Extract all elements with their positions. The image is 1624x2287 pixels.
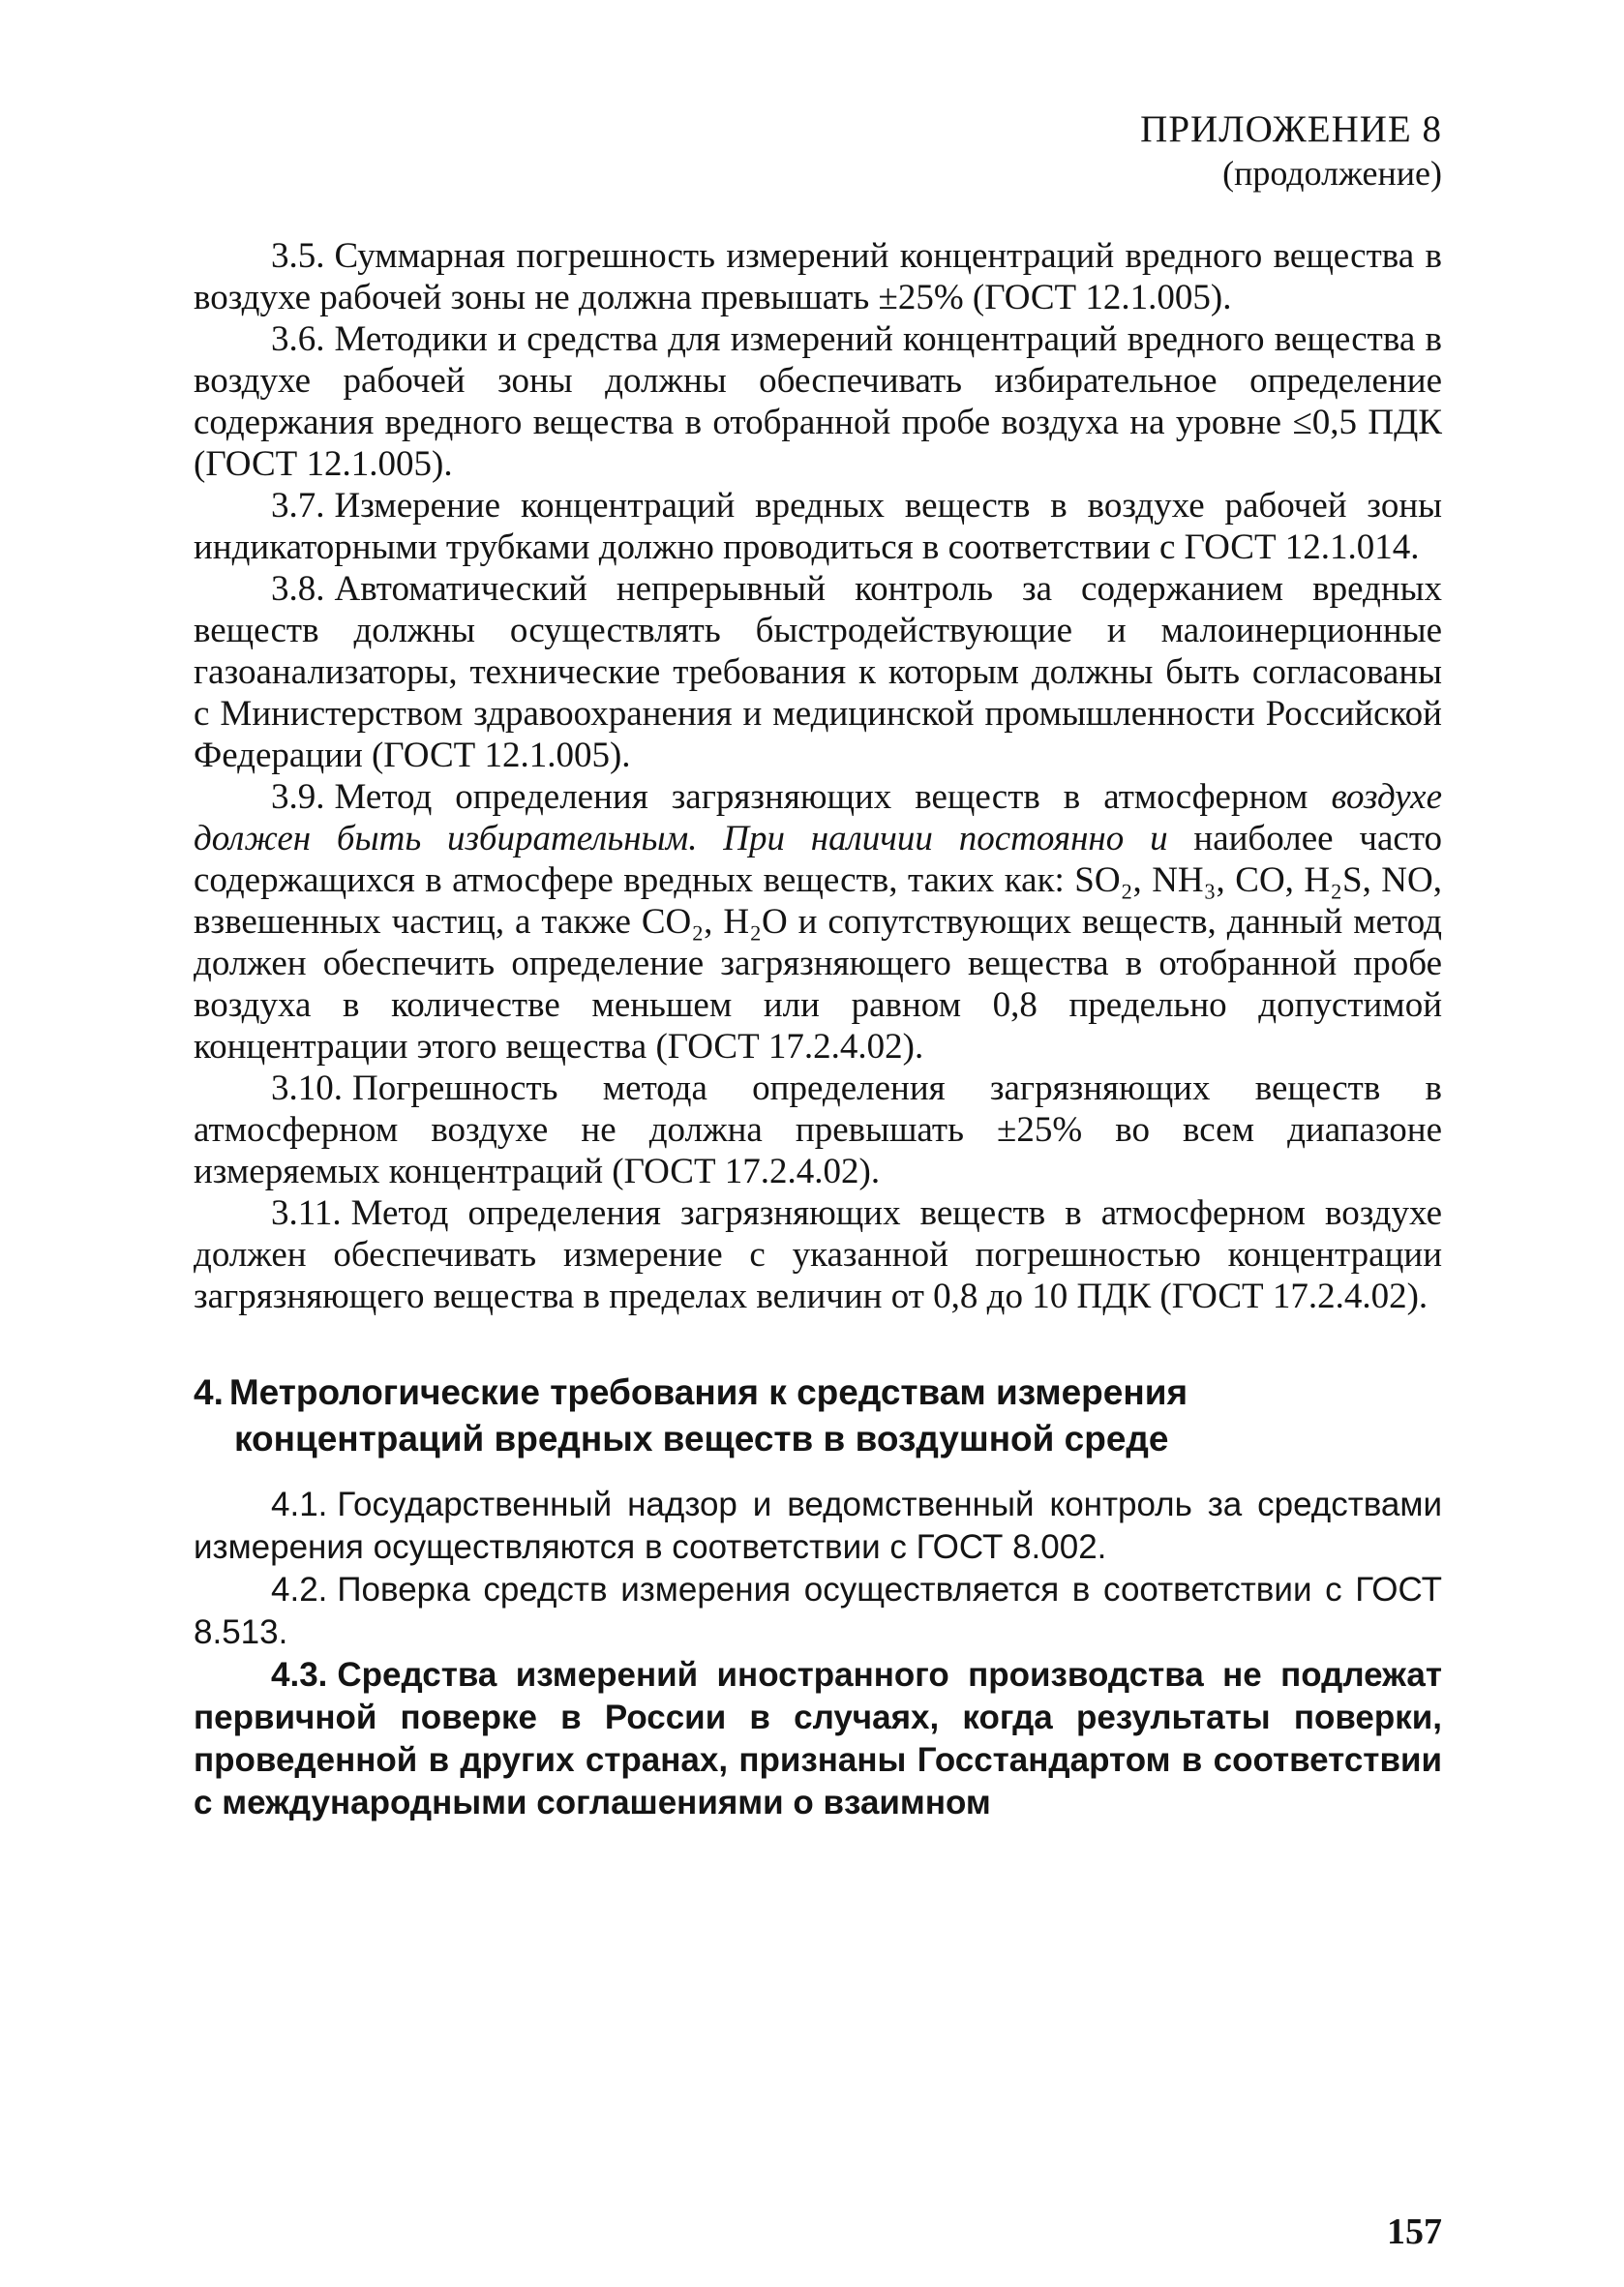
page-number: 157 — [1387, 2212, 1442, 2252]
section-title-text: Метрологические требования к средствам измерения концентраций вредных веществ в воздушной среде — [228, 1372, 1188, 1459]
appendix-title: ПРИЛОЖЕНИЕ 8 — [1140, 108, 1442, 150]
paragraph-text: Поверка средств измерения осуществляется в соответствии с ГОСТ 8.513. — [194, 1571, 1442, 1652]
section-4-title — [194, 1369, 1442, 1462]
paragraph-3-10 — [194, 1068, 1442, 1192]
paragraph-4-3 — [194, 1654, 1442, 1824]
paragraph-text: Погрешность метода определения загрязняющих веществ в атмосферном воздухе не должна превышать ±25% во всем диапазоне измеряемых концентраций (ГОСТ 17.2.4.02). — [194, 1068, 1442, 1192]
paragraph-number: 3.10. — [271, 1068, 343, 1109]
paragraph-text: Метод определения загрязняющих веществ в атмосферном воздухе должен обеспечивать измерение с указанной погрешностью концентрации загрязняющего вещества в пределах величин от 0,8 до 10 ПДК (ГОСТ 17.2.4.02). — [194, 1193, 1442, 1317]
paragraph-number: 4.3. — [271, 1656, 328, 1695]
paragraph-text: Суммарная погрешность измерений концентраций вредного вещества в воздухе рабочей зоны не должна превышать ±25% (ГОСТ 12.1.005). — [194, 236, 1442, 318]
paragraph-number: 3.8. — [271, 569, 325, 610]
paragraph-number: 3.9. — [271, 777, 325, 818]
paragraph-3-6 — [194, 318, 1442, 485]
paragraph-text: Средства измерений иностранного производства не подлежат первичной поверке в России в случаях, когда результаты поверки, проведенной в других странах, признаны Госстандартом в соответствии с международными соглашениями о взаимном — [194, 1656, 1442, 1822]
paragraph-number: 3.6. — [271, 319, 325, 360]
paragraph-text: Автоматический непрерывный контроль за содержанием вредных веществ должны осуществлять быстродействующие и малоинерционные газоанализаторы, технические требования к которым должны быть согласованы с Министерством здравоохранения и медицинской промышленности Российской Федерации (ГОСТ 12.1.005). — [194, 569, 1442, 776]
paragraph-number: 3.11. — [271, 1193, 342, 1234]
paragraph-4-2 — [194, 1569, 1442, 1654]
paragraph-text: Измерение концентраций вредных веществ в воздухе рабочей зоны индикаторными трубками должно проводиться в соответствии с ГОСТ 12.1.014. — [194, 486, 1442, 568]
paragraph-3-8 — [194, 568, 1442, 776]
paragraph-text-italic: воздухе должен быть избирательным. При наличии постоянно и — [194, 777, 1442, 859]
paragraph-number: 4.1. — [271, 1486, 328, 1524]
paragraph-text: Метод определения загрязняющих веществ в атмосферном — [334, 777, 1308, 818]
paragraph-3-5 — [194, 235, 1442, 318]
paragraph-number: 3.5. — [271, 236, 325, 277]
paragraph-text: Методики и средства для измерений концентраций вредного вещества в воздухе рабочей зоны должны обеспечивать избирательное определение содержания вредного вещества в отобранной пробе воздуха на уровне ≤0,5 ПДК (ГОСТ 12.1.005). — [194, 319, 1442, 485]
section-4-body — [194, 1484, 1442, 1824]
paragraph-number: 3.7. — [271, 486, 325, 527]
document-page — [194, 106, 1442, 2265]
section-3-body — [194, 235, 1442, 1317]
paragraph-text: Государственный надзор и ведомственный контроль за средствами измерения осуществляются в соответствии с ГОСТ 8.002. — [194, 1486, 1442, 1567]
paragraph-3-9 — [194, 776, 1442, 1068]
appendix-header — [194, 106, 1442, 195]
paragraph-3-11 — [194, 1192, 1442, 1317]
paragraph-4-1 — [194, 1484, 1442, 1569]
section-number: 4. — [194, 1372, 224, 1413]
paragraph-number: 4.2. — [271, 1571, 328, 1610]
paragraph-text: наиболее часто содержащихся в атмосфере вредных веществ, таких как: SO₂, NH₃, CO, H₂S, NO, взвешенных частиц, а также CO₂, H₂O и сопутствующих веществ, данный метод должен обеспечить определение загрязняющего вещества в отобранной пробе воздуха в количестве меньшем или равном 0,8 предельно допустимой концентрации этого вещества (ГОСТ 17.2.4.02). — [194, 819, 1443, 1068]
paragraph-3-7 — [194, 485, 1442, 568]
appendix-subtitle: (продолжение) — [1222, 153, 1442, 193]
